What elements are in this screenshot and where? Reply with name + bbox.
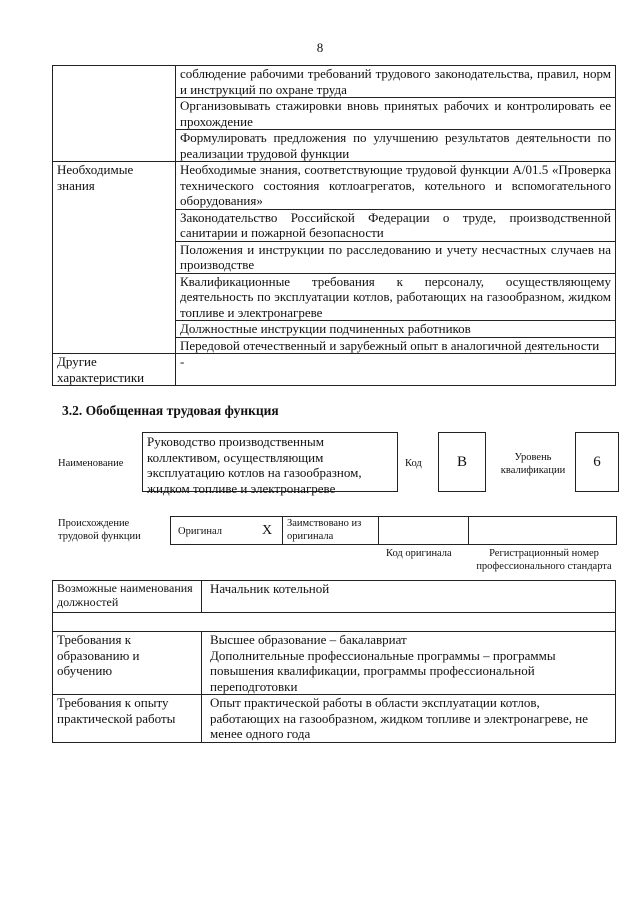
- page-number: 8: [316, 40, 324, 55]
- row-value: Начальник котельной: [202, 581, 616, 613]
- proiskhozhdenie-label: Происхождение трудовой функции: [58, 518, 141, 542]
- requirements-table: [52, 580, 616, 743]
- table-row: [53, 613, 616, 632]
- kod-value: B: [438, 432, 486, 492]
- original-label: Оригинал: [178, 526, 222, 537]
- zaimstvovano-label: Заимствовано из оригинала: [287, 518, 362, 542]
- row-key: Требования к образованию и обучению: [53, 632, 202, 695]
- row-key-knowledge: Необходимые знания: [53, 162, 176, 354]
- row-key: Возможные наименования должностей: [53, 581, 202, 613]
- origin-divider: [468, 516, 469, 545]
- knowledge-table: [52, 65, 616, 386]
- row-value: Должностные инструкции подчиненных работников: [176, 321, 616, 338]
- origin-divider: [378, 516, 379, 545]
- row-value: Формулировать предложения по улучшению результатов деятельности по реализации трудовой функции: [176, 130, 616, 162]
- naimenovanie-value: Руководство производственным коллективом, осуществляющим эксплуатацию котлов на газообразном, жидком топливе и электронагреве: [142, 432, 398, 492]
- uroven-label: Уровень квалификации: [500, 452, 566, 476]
- row-value: соблюдение рабочими требований трудового законодательства, правил, норм и инструкций по охране труда: [176, 66, 616, 98]
- row-value: Квалификационные требования к персоналу, осуществляющему деятельность по эксплуатации котлов, работающих на газообразном, жидком топливе и электронагреве: [176, 273, 616, 321]
- row-key-other: Другие характеристики: [53, 354, 176, 386]
- table-row: [53, 66, 616, 98]
- row-value: Необходимые знания, соответствующие трудовой функции А/01.5 «Проверка технического состояния котлоагрегатов, котельного и вспомогательного оборудования»: [176, 162, 616, 210]
- uroven-value: 6: [575, 432, 619, 492]
- row-value: Положения и инструкции по расследованию и учету несчастных случаев на производстве: [176, 241, 616, 273]
- row-value: Законодательство Российской Федерации о труде, производственной санитарии и пожарной безопасности: [176, 209, 616, 241]
- reg-nomer-label: Регистрационный номер профессионального стандарта: [476, 548, 612, 572]
- table-row: [53, 632, 616, 695]
- table-row: [53, 354, 616, 386]
- row-value: Опыт практической работы в области эксплуатации котлов, работающих на газообразном, жидком топливе и электронагреве, не менее одного года: [202, 695, 616, 743]
- row-value: -: [176, 354, 616, 386]
- naimenovanie-label: Наименование: [58, 458, 124, 469]
- row-value: Организовывать стажировки вновь принятых рабочих и контролировать ее прохождение: [176, 98, 616, 130]
- original-mark: X: [262, 523, 273, 538]
- origin-divider: [282, 516, 283, 545]
- table-row: [53, 162, 616, 210]
- section-title: 3.2. Обобщенная трудовая функция: [62, 403, 279, 418]
- row-key: [53, 66, 176, 162]
- row-key: Требования к опыту практической работы: [53, 695, 202, 743]
- row-value: Высшее образование – бакалавриат Дополнительные профессиональные программы – программы повышения квалификации, программы профессиональной переподготовки: [202, 632, 616, 695]
- origin-box: [170, 516, 617, 545]
- kod-label: Код: [405, 458, 422, 469]
- table-row: [53, 695, 616, 743]
- kod-originala-label: Код оригинала: [386, 548, 452, 559]
- table-row: [53, 581, 616, 613]
- empty-row: [53, 613, 616, 632]
- row-value: Передовой отечественный и зарубежный опыт в аналогичной деятельности: [176, 337, 616, 354]
